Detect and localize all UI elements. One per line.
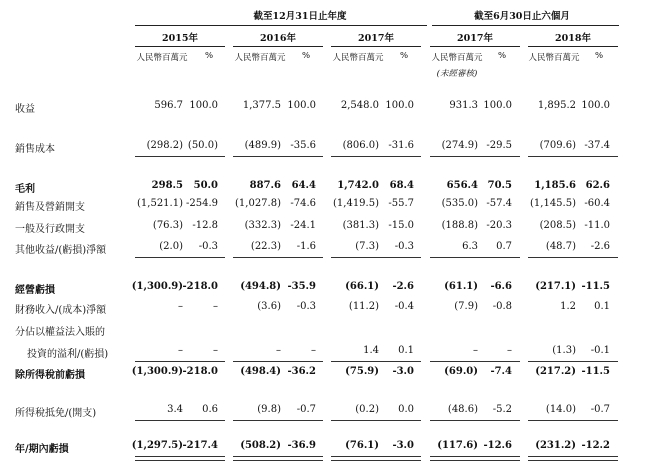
- percent-cell: -2.6: [392, 281, 414, 292]
- percent-cell: -6.6: [490, 281, 512, 292]
- percent-cell: 0.1: [398, 345, 414, 356]
- subtotal-rule: [135, 156, 225, 157]
- year-rule-2016: [233, 46, 323, 47]
- amount-cell: (69.0): [444, 366, 478, 377]
- amount-cell: (61.1): [444, 281, 478, 292]
- subtotal-rule: [528, 361, 618, 362]
- amount-cell: 1,377.5: [242, 100, 281, 111]
- amount-cell: (381.3): [342, 220, 379, 231]
- amount-cell: (3.6): [257, 301, 281, 312]
- subtotal-rule: [135, 420, 225, 421]
- percent-cell: –: [213, 345, 218, 356]
- amount-cell: (208.5): [539, 220, 576, 231]
- amount-cell: 887.6: [249, 180, 281, 191]
- percent-cell: 100.0: [189, 100, 218, 111]
- percent-cell: -55.7: [388, 198, 414, 209]
- header-year-2015: 2015年: [162, 33, 198, 44]
- amount-cell: (7.9): [454, 301, 478, 312]
- subtotal-rule: [528, 156, 618, 157]
- amount-cell: (22.3): [250, 241, 281, 252]
- row-label: 分佔以權益法入賬的: [15, 327, 105, 338]
- unit-pct-2016: %: [301, 51, 311, 61]
- amount-cell: (9.8): [257, 404, 281, 415]
- percent-cell: 70.5: [487, 180, 512, 191]
- header-year-2017-half: 2017年: [457, 33, 493, 44]
- amount-cell: 1.2: [560, 301, 576, 312]
- amount-cell: (806.0): [342, 140, 379, 151]
- amount-cell: –: [276, 345, 281, 356]
- percent-cell: -37.4: [584, 140, 610, 151]
- total-double-rule: [430, 460, 520, 461]
- percent-cell: -60.4: [584, 198, 610, 209]
- unit-pct-2017-half: %: [497, 51, 507, 61]
- percent-cell: -0.3: [198, 241, 218, 252]
- percent-cell: -217.4: [182, 440, 218, 451]
- amount-cell: (75.9): [345, 366, 379, 377]
- percent-cell: -1.6: [296, 241, 316, 252]
- amount-cell: 1,742.0: [337, 180, 379, 191]
- percent-cell: –: [311, 345, 316, 356]
- amount-cell: (14.0): [545, 404, 576, 415]
- amount-cell: (489.9): [244, 140, 281, 151]
- percent-cell: -36.2: [287, 366, 316, 377]
- amount-cell: (1,027.8): [235, 198, 281, 209]
- percent-cell: -12.8: [192, 220, 218, 231]
- percent-cell: -0.8: [492, 301, 512, 312]
- amount-cell: (298.2): [146, 140, 183, 151]
- subtotal-rule: [430, 420, 520, 421]
- amount-cell: (1.3): [552, 345, 576, 356]
- subtotal-rule: [135, 257, 225, 258]
- percent-cell: -0.3: [296, 301, 316, 312]
- percent-cell: 0.1: [594, 301, 610, 312]
- subtotal-rule: [135, 456, 225, 457]
- amount-cell: (231.2): [535, 440, 576, 451]
- amount-cell: (1,521.1): [137, 198, 183, 209]
- subtotal-rule: [233, 456, 323, 457]
- amount-cell: (1,300.9): [131, 366, 183, 377]
- unit-currency-2015: 人民幣百萬元: [136, 53, 188, 63]
- amount-cell: (709.6): [539, 140, 576, 151]
- percent-cell: 50.0: [193, 180, 218, 191]
- subtotal-rule: [430, 156, 520, 157]
- subtotal-rule: [233, 420, 323, 421]
- unit-currency-2018-half: 人民幣百萬元: [528, 53, 580, 63]
- percent-cell: -218.0: [182, 281, 218, 292]
- row-label: 銷售成本: [15, 144, 55, 155]
- amount-cell: (11.2): [348, 301, 379, 312]
- total-double-rule: [331, 460, 421, 461]
- amount-cell: (48.7): [545, 241, 576, 252]
- subtotal-rule: [331, 156, 421, 157]
- subtotal-rule: [331, 420, 421, 421]
- amount-cell: (332.3): [244, 220, 281, 231]
- amount-cell: (117.6): [437, 440, 478, 451]
- percent-cell: -31.6: [388, 140, 414, 151]
- amount-cell: 2,548.0: [340, 100, 379, 111]
- amount-cell: 1.4: [363, 345, 379, 356]
- unaudited-note: (未經審核): [436, 69, 478, 79]
- amount-cell: 656.4: [446, 180, 478, 191]
- row-label: 年/期內虧損: [15, 444, 69, 455]
- subtotal-rule: [331, 456, 421, 457]
- total-double-rule: [528, 460, 618, 461]
- percent-cell: -35.9: [287, 281, 316, 292]
- amount-cell: 6.3: [462, 241, 478, 252]
- percent-cell: -15.0: [388, 220, 414, 231]
- percent-cell: (50.0): [187, 140, 218, 151]
- amount-cell: 596.7: [154, 100, 183, 111]
- amount-cell: (7.3): [355, 241, 379, 252]
- amount-cell: (188.8): [441, 220, 478, 231]
- amount-cell: (217.1): [535, 281, 576, 292]
- percent-cell: -7.4: [490, 366, 512, 377]
- row-label: 經營虧損: [15, 285, 55, 296]
- percent-cell: 62.6: [585, 180, 610, 191]
- percent-cell: -0.3: [394, 241, 414, 252]
- percent-cell: 0.7: [496, 241, 512, 252]
- percent-cell: -74.6: [290, 198, 316, 209]
- subtotal-rule: [233, 156, 323, 157]
- percent-cell: -3.0: [392, 366, 414, 377]
- year-rule-2015: [135, 46, 225, 47]
- percent-cell: -0.4: [394, 301, 414, 312]
- header-group-half-year: 截至6月30日止六個月: [474, 11, 570, 22]
- row-label: 其他收益/(虧損)淨額: [15, 245, 107, 256]
- percent-cell: -57.4: [486, 198, 512, 209]
- percent-cell: 64.4: [291, 180, 316, 191]
- amount-cell: (48.6): [447, 404, 478, 415]
- percent-cell: -5.2: [492, 404, 512, 415]
- amount-cell: (535.0): [441, 198, 478, 209]
- amount-cell: –: [178, 345, 183, 356]
- amount-cell: 931.3: [449, 100, 478, 111]
- year-rule-2017-half: [430, 46, 520, 47]
- percent-cell: -2.6: [590, 241, 610, 252]
- percent-cell: -254.9: [185, 198, 218, 209]
- unit-pct-2018-half: %: [594, 51, 604, 61]
- total-double-rule: [233, 460, 323, 461]
- percent-cell: -218.0: [182, 366, 218, 377]
- percent-cell: 100.0: [483, 100, 512, 111]
- header-year-2017-full: 2017年: [358, 33, 394, 44]
- percent-cell: -36.9: [287, 440, 316, 451]
- unit-currency-2017-half: 人民幣百萬元: [431, 53, 483, 63]
- row-label: 財務收入/(成本)淨額: [15, 305, 107, 316]
- amount-cell: 298.5: [151, 180, 183, 191]
- percent-cell: -11.5: [581, 366, 610, 377]
- amount-cell: (508.2): [240, 440, 281, 451]
- percent-cell: 0.0: [398, 404, 414, 415]
- year-rule-2018-half: [528, 46, 618, 47]
- subtotal-rule: [331, 257, 421, 258]
- total-double-rule: [135, 460, 225, 461]
- amount-cell: (66.1): [345, 281, 379, 292]
- header-group-rule-half-year: [432, 25, 619, 26]
- amount-cell: 1,895.2: [537, 100, 576, 111]
- amount-cell: –: [178, 301, 183, 312]
- percent-cell: –: [507, 345, 512, 356]
- percent-cell: -12.6: [483, 440, 512, 451]
- amount-cell: (1,419.5): [333, 198, 379, 209]
- unit-currency-2016: 人民幣百萬元: [234, 53, 286, 63]
- percent-cell: -11.0: [584, 220, 610, 231]
- header-year-2018-half: 2018年: [555, 33, 591, 44]
- subtotal-rule: [430, 361, 520, 362]
- subtotal-rule: [430, 456, 520, 457]
- percent-cell: -11.5: [581, 281, 610, 292]
- percent-cell: -20.3: [486, 220, 512, 231]
- percent-cell: -24.1: [290, 220, 316, 231]
- row-label: 毛利: [15, 184, 35, 195]
- percent-cell: 100.0: [287, 100, 316, 111]
- subtotal-rule: [528, 456, 618, 457]
- subtotal-rule: [528, 257, 618, 258]
- unit-pct-2015: %: [204, 51, 214, 61]
- unit-pct-2017-full: %: [399, 51, 409, 61]
- subtotal-rule: [430, 257, 520, 258]
- amount-cell: (1,297.5): [131, 440, 183, 451]
- percent-cell: 0.6: [202, 404, 218, 415]
- percent-cell: -0.7: [590, 404, 610, 415]
- row-label: 所得稅抵免/(開支): [15, 408, 97, 419]
- row-label: 收益: [15, 104, 35, 115]
- percent-cell: -12.2: [581, 440, 610, 451]
- subtotal-rule: [135, 361, 225, 362]
- amount-cell: (0.2): [355, 404, 379, 415]
- row-label: 銷售及營銷開支: [15, 202, 85, 213]
- amount-cell: (2.0): [159, 241, 183, 252]
- subtotal-rule: [528, 420, 618, 421]
- percent-cell: -35.6: [290, 140, 316, 151]
- percent-cell: –: [213, 301, 218, 312]
- amount-cell: (494.8): [240, 281, 281, 292]
- amount-cell: (76.3): [152, 220, 183, 231]
- amount-cell: (274.9): [441, 140, 478, 151]
- amount-cell: (217.2): [535, 366, 576, 377]
- percent-cell: -0.7: [296, 404, 316, 415]
- amount-cell: 1,185.6: [534, 180, 576, 191]
- subtotal-rule: [233, 361, 323, 362]
- header-year-2016: 2016年: [260, 33, 296, 44]
- amount-cell: (76.1): [345, 440, 379, 451]
- percent-cell: 100.0: [581, 100, 610, 111]
- header-group-full-year: 截至12月31日止年度: [253, 11, 347, 22]
- percent-cell: -3.0: [392, 440, 414, 451]
- amount-cell: (1,145.5): [530, 198, 576, 209]
- subtotal-rule: [233, 257, 323, 258]
- amount-cell: (1,300.9): [131, 281, 183, 292]
- header-group-rule-full-year: [135, 25, 427, 26]
- row-label: 除所得稅前虧損: [15, 370, 85, 381]
- percent-cell: -0.1: [590, 345, 610, 356]
- year-rule-2017-full: [331, 46, 421, 47]
- subtotal-rule: [331, 361, 421, 362]
- row-label: 投資的溢利/(虧損): [27, 349, 109, 360]
- amount-cell: –: [473, 345, 478, 356]
- unit-currency-2017-full: 人民幣百萬元: [332, 53, 384, 63]
- percent-cell: 68.4: [389, 180, 414, 191]
- percent-cell: 100.0: [385, 100, 414, 111]
- row-label: 一般及行政開支: [15, 224, 85, 235]
- amount-cell: 3.4: [167, 404, 183, 415]
- percent-cell: -29.5: [486, 140, 512, 151]
- amount-cell: (498.4): [240, 366, 281, 377]
